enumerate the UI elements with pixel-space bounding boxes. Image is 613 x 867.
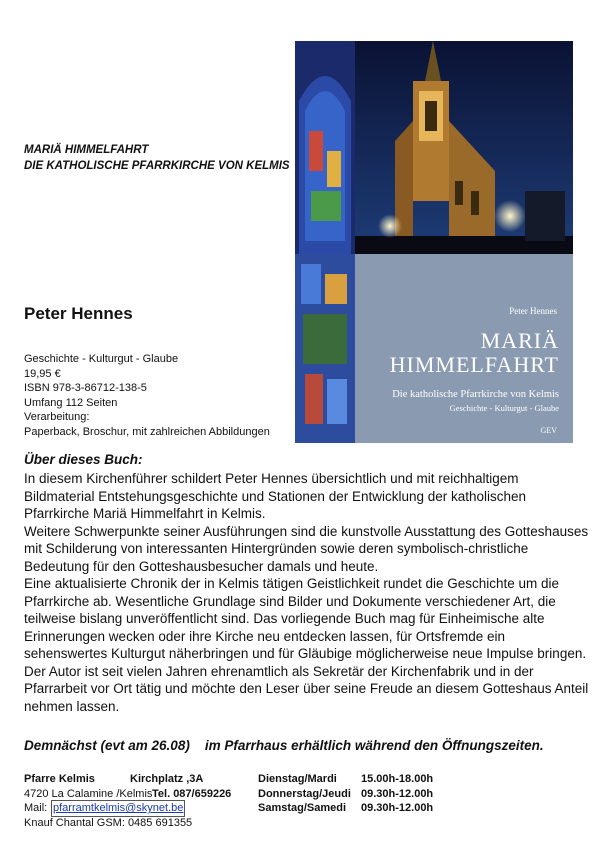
stained-glass-strip [295, 254, 355, 443]
about-text [24, 470, 589, 715]
about-paragraph: Der Autor ist seit vielen Jahren ehrenamtlich als Sekretär der Kirchenfabrik und in der Pfarrarbeit vor Ort tätig und möchte den Leser über seine Freude an diesem Gotteshaus Anteil nehmen lassen. [24, 663, 589, 714]
cover-title-line2: HIMMELFAHRT [389, 352, 559, 377]
parish-street: Kirchplatz ,3A [130, 773, 204, 785]
cover-publisher: GEV [540, 426, 557, 435]
email-link[interactable]: pfarramtkelmis@skynet.be [51, 800, 185, 817]
availability-note: Demnächst (evt am 26.08) im Pfarrhaus erhältlich während den Öffnungszeiten. [24, 738, 544, 753]
contact-person: Knauf Chantal GSM: 0485 691355 [24, 816, 193, 829]
cover-subtitle: Die katholische Pfarrkirche von Kelmis [392, 389, 559, 400]
book-price: 19,95 € [24, 367, 61, 380]
cover-subsubtitle: Geschichte - Kulturgut - Glaube [449, 403, 559, 413]
hours-day: Donnerstag/Jeudi [258, 787, 351, 800]
hours-time: 09.30h-12.00h [361, 802, 434, 815]
cover-author: Peter Hennes [509, 306, 557, 316]
cover-lower [295, 254, 573, 443]
contact-block [24, 772, 584, 832]
about-heading: Über dieses Buch: [24, 452, 143, 467]
parish-phone: Tel. 087/659226 [152, 787, 232, 800]
cover-title-panel [355, 254, 573, 443]
book-title [24, 142, 290, 174]
hours-day: Samstag/Samedi [258, 802, 347, 815]
hours-time: 15.00h-18.00h [361, 773, 434, 785]
mail-label: Mail: [24, 802, 48, 815]
about-paragraph: In diesem Kirchenführer schildert Peter Hennes übersichtlich und mit reichhaltigem Bildmaterial Entstehungsgeschichte und Stationen der Entwicklung der katholischen Pfarrkirche Mariä Himmelfahrt in Kelmis. [24, 471, 527, 521]
book-title-line2: DIE KATHOLISCHE PFARRKIRCHE VON KELMIS [24, 160, 290, 172]
book-extent: Umfang 112 Seiten [24, 396, 118, 409]
book-title-line1: MARIÄ HIMMELFAHRT [24, 144, 149, 156]
hours-day: Dienstag/Mardi [258, 773, 337, 785]
about-paragraph: Eine aktualisierte Chronik der in Kelmis tätigen Geistlichkeit rundet die Geschichte um die Pfarrkirche ab. Wesentliche Grundlage sind Bilder und Dokumente verschiedener Art, die teilweise bislang unveröffentlicht sind. Das vorliegende Buch mag für Einheimische alte Erinnerungen wecken oder ihre Kirche neu entdecken lassen, für Ortsfremde ein sehenswertes Kulturgut näherbringen und für Gläubige möglicherweise neue Impulse bringen. [24, 576, 587, 661]
church-photo [295, 41, 573, 254]
book-binding: Paperback, Broschur, mit zahlreichen Abbildungen [24, 425, 270, 438]
book-cover [295, 41, 573, 443]
parish-name: Pfarre Kelmis [24, 773, 95, 785]
book-isbn: ISBN 978-3-86712-138-5 [24, 382, 147, 395]
author-name: Peter Hennes [24, 304, 133, 323]
cover-title-line1: MARIÄ [480, 328, 559, 353]
hours-time: 09.30h-12.00h [361, 787, 434, 800]
book-details [24, 352, 270, 440]
about-paragraph: Weitere Schwerpunkte seiner Ausführungen sind die kunstvolle Ausstattung des Gotteshauses mit Schilderung von interessanten Hintergründen sowie deren symbolisch-christliche Bedeutung für den Gotteshausbesucher damals und heute. [24, 523, 589, 574]
book-binding-label: Verarbeitung: [24, 411, 90, 424]
parish-city: 4720 La Calamine /Kelmis [24, 787, 153, 800]
book-category: Geschichte - Kulturgut - Glaube [24, 353, 179, 365]
